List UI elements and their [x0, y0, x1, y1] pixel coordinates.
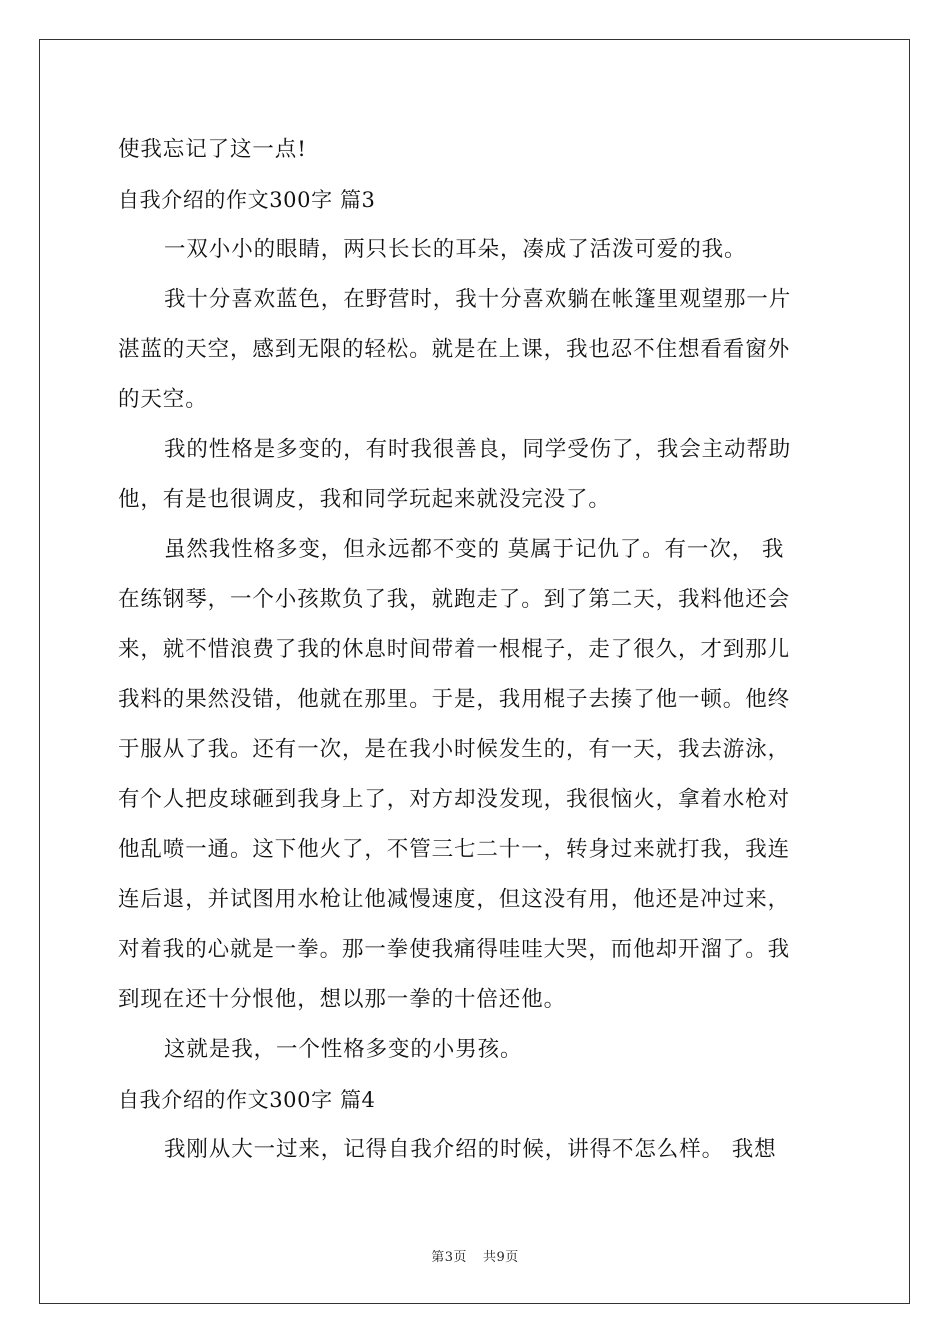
paragraph-start: 这就是我，一个性格多变的小男孩。 — [164, 1037, 523, 1062]
text-line: 对着我的心就是一拳。那一拳使我痛得哇哇大哭，而他却开溜了。我 — [118, 937, 791, 962]
page-number: 第3页 — [431, 1250, 467, 1265]
text-line: 在练钢琴，一个小孩欺负了我，就跑走了。到了第二天，我料他还会 — [118, 587, 791, 612]
page-total: 共9页 — [483, 1250, 519, 1265]
text-line: 他乱喷一通。这下他火了，不管三七二十一，转身过来就打我，我连 — [118, 837, 791, 862]
document-body — [118, 125, 838, 1175]
text-line: 的天空。 — [118, 387, 208, 412]
page-footer — [0, 1246, 950, 1265]
text-line: 于服从了我。还有一次，是在我小时候发生的，有一天，我去游泳， — [118, 737, 791, 762]
paragraph-start: 一双小小的眼睛，两只长长的耳朵，凑成了活泼可爱的我。 — [164, 237, 747, 262]
paragraph-start: 我刚从大一过来，记得自我介绍的时候，讲得不怎么样。 我想 — [164, 1137, 777, 1162]
section-heading: 自我介绍的作文300字 篇3 — [118, 188, 376, 212]
text-line: 使我忘记了这一点! — [118, 137, 307, 162]
text-line: 到现在还十分恨他，想以那一拳的十倍还他。 — [118, 987, 567, 1012]
text-line: 有个人把皮球砸到我身上了，对方却没发现，我很恼火，拿着水枪对 — [118, 787, 791, 812]
text-line: 来，就不惜浪费了我的休息时间带着一根棍子，走了很久，才到那儿 — [118, 637, 791, 662]
text-line: 他，有是也很调皮，我和同学玩起来就没完没了。 — [118, 487, 611, 512]
paragraph-start: 我的性格是多变的，有时我很善良，同学受伤了，我会主动帮助 — [164, 437, 792, 462]
text-line: 我料的果然没错，他就在那里。于是，我用棍子去揍了他一顿。他终 — [118, 687, 791, 712]
text-line: 连后退，并试图用水枪让他减慢速度，但这没有用，他还是冲过来， — [118, 887, 791, 912]
section-heading: 自我介绍的作文300字 篇4 — [118, 1088, 376, 1112]
paragraph-start: 我十分喜欢蓝色，在野营时，我十分喜欢躺在帐篷里观望那一片 — [164, 287, 792, 312]
paragraph-start: 虽然我性格多变，但永远都不变的 莫属于记仇了。有一次， 我 — [164, 537, 785, 562]
text-line: 湛蓝的天空，感到无限的轻松。就是在上课，我也忍不住想看看窗外 — [118, 337, 791, 362]
